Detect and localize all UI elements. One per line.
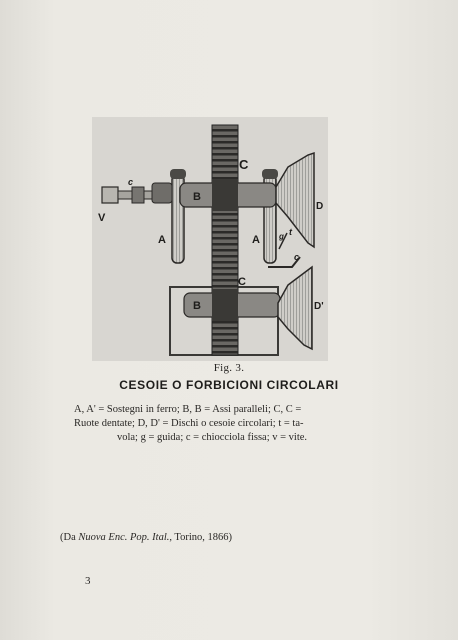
source-citation <box>60 532 232 543</box>
label-v: V <box>98 212 106 224</box>
label-g: g <box>279 232 284 241</box>
label-d-lower: D' <box>314 301 324 312</box>
circular-shears-illustration <box>92 117 328 361</box>
label-c-lower: C <box>238 276 246 288</box>
page-number: 3 <box>85 575 91 587</box>
source-prefix: (Da <box>60 532 79 543</box>
label-t: t <box>289 227 292 237</box>
source-title: Nuova Enc. Pop. Ital. <box>78 532 170 543</box>
label-c-right: c <box>294 252 300 262</box>
label-b-lower: B <box>193 300 201 312</box>
label-c-small: c <box>128 177 134 187</box>
engraving-figure <box>92 117 328 361</box>
label-d-upper: D <box>316 201 324 212</box>
figure-legend <box>74 403 350 445</box>
legend-line: vola; g = guida; c = chiocciola fissa; v = vite. <box>116 432 308 443</box>
label-b-upper: B <box>193 191 201 203</box>
source-suffix: , Torino, 1866) <box>169 532 233 543</box>
label-a-right: A <box>252 234 260 246</box>
legend-line: A, A' = Sostegni in ferro; B, B = Assi paralleli; C, C = <box>74 404 302 415</box>
figure-number: Fig. 3. <box>213 362 245 374</box>
label-a-left: A <box>158 234 166 246</box>
label-c-top: C <box>239 157 249 172</box>
figure-title: CESOIE O FORBICIONI CIRCOLARI <box>119 378 339 392</box>
legend-line: Ruote dentate; D, D' = Dischi o cesoie circolari; t = ta- <box>74 418 304 429</box>
